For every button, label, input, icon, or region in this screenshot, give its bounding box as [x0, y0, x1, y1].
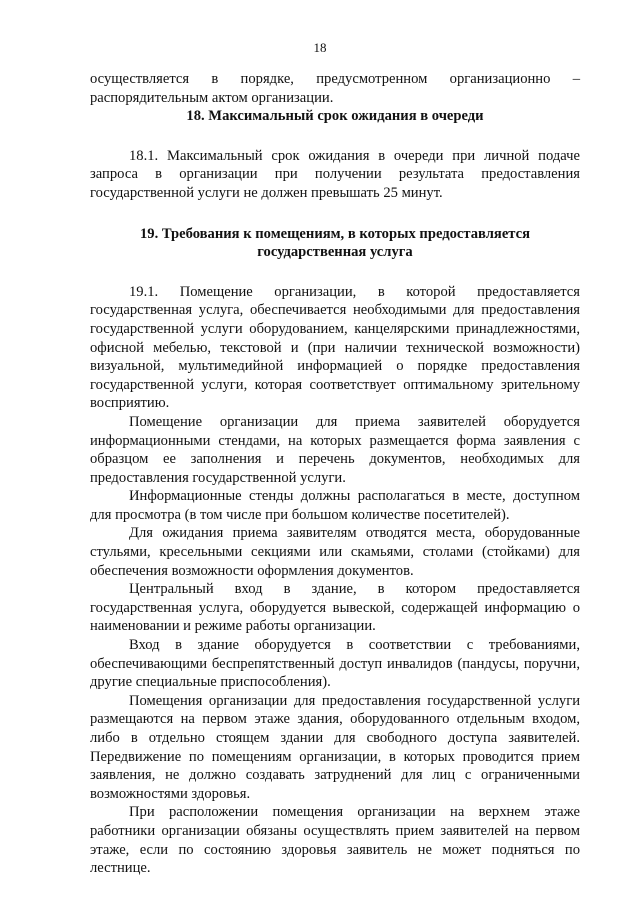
section-18-paragraph-1: 18.1. Максимальный срок ожидания в очереди при личной подаче запроса в организации при получении результата предоставления государственной услуги не должен превышать 25 минут. [90, 147, 580, 201]
section-19-paragraph-6: Вход в здание оборудуется в соответствии с требованиями, обеспечивающими беспрепятственный доступ инвалидов (пандусы, поручни, другие специальные приспособления). [90, 637, 580, 691]
section-19-paragraph-8: При расположении помещения организации на верхнем этаже работники организации обязаны осуществлять прием заявителей на первом этаже, если по состоянию здоровья заявитель не может подняться по лестнице. [90, 804, 580, 877]
section-19-paragraph-4: Для ожидания приема заявителям отводятся места, оборудованные стульями, кресельными секциями или скамьями, столами (стойками) для обеспечения возможности оформления документов. [90, 525, 580, 579]
page-number: 18 [313, 40, 327, 55]
section-19-paragraph-7: Помещения организации для предоставления государственной услуги размещаются на первом этаже здания, оборудованного отдельным входом, либо в отдельно стоящем здании для свободного доступа заявителей. Передвижение по помещениям организации, в которых проводится прием заявления, не должно создавать затруднений для лиц с ограниченными возможностями здоровья. [90, 692, 580, 802]
section-19-paragraph-1: 19.1. Помещение организации, в которой предоставляется государственная услуга, обеспечивается необходимыми для предоставления государственной услуги оборудованием, канцелярскими принадлежностями, офисной мебелью, текстовой и (при наличии технической возможности) визуальной, мультимедийной информацией о порядке предоставления государственной услуги, которая соответствует оптимальному зрительному восприятию. [90, 283, 580, 412]
section-19-heading: 19. Требования к помещениям, в которых предоставляется государственная услуга [139, 225, 531, 261]
section-19-paragraph-2: Помещение организации для приема заявителей оборудуется информационными стендами, на которых размещается форма заявления с образцом ее заполнения и перечень документов, необходимых для предоставления государственной услуги. [90, 413, 580, 486]
section-19-paragraph-3: Информационные стенды должны располагаться в месте, доступном для просмотра (в том числе при большом количестве посетителей). [90, 488, 580, 523]
document-body [90, 70, 580, 878]
section-18-heading: 18. Максимальный срок ожидания в очереди [186, 108, 484, 125]
intro-paragraph: осуществляется в порядке, предусмотренном организационно – распорядительным актом организации. [90, 71, 580, 106]
section-19-paragraph-5: Центральный вход в здание, в котором предоставляется государственная услуга, оборудуется вывеской, содержащей информацию о наименовании и режиме работы организации. [90, 581, 580, 635]
